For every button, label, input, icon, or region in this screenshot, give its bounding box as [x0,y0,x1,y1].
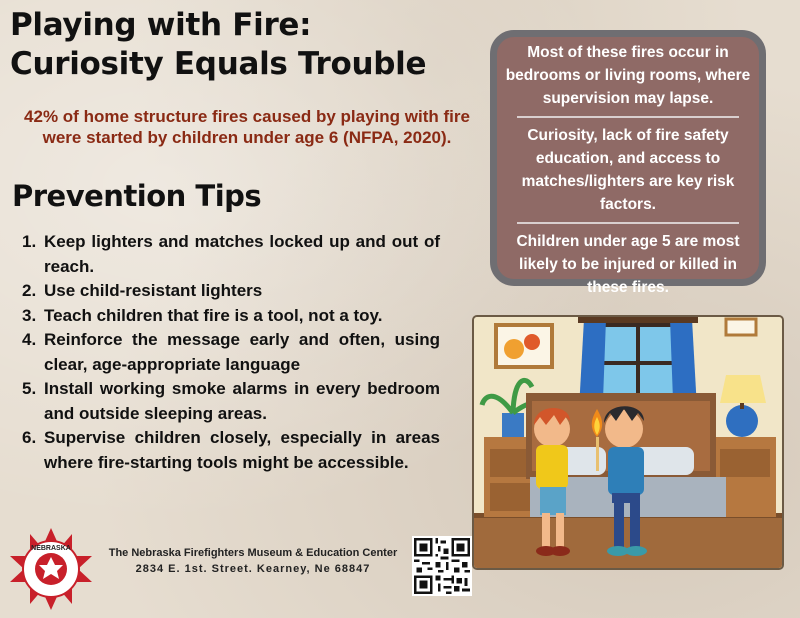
logo-top-text: NEBRASKA [31,545,71,552]
tip-item [22,279,440,304]
title-line-2: Curiosity Equals Trouble [10,46,427,82]
prevention-tips-heading: Prevention Tips [12,179,262,213]
title-line-1: Playing with Fire: [10,7,312,43]
statistic-callout: 42% of home structure fires caused by playing with fire were started by children under age 6 (NFPA, 2020). [24,107,470,147]
museum-logo-icon [8,526,94,612]
tip-number: 6. [22,428,37,447]
tip-text: Install working smoke alarms in every bedroom and outside sleeping areas. [44,379,440,423]
tip-text: Supervise children closely, especially in areas where fire-starting tools might be accessible. [44,428,440,472]
tip-item [22,304,440,329]
fact-text: Most of these fires occur in bedrooms or living rooms, where supervision may lapse. [505,44,751,107]
fact-text: Curiosity, lack of fire safety education, and access to matches/lighters are key risk factors. [521,127,735,213]
tip-number: 5. [22,379,37,398]
tip-item [22,328,440,377]
organization-address: 2834 E. 1st. Street. Kearney, Ne 68847 [135,563,371,575]
tip-number: 1. [22,232,37,251]
qr-code-icon[interactable] [412,536,472,596]
fact-divider [517,116,739,118]
tip-number: 3. [22,305,37,325]
facts-panel [490,30,766,296]
tip-item [22,230,440,279]
tip-text: Reinforce the message early and often, using clear, age-appropriate language [44,330,440,374]
tip-item [22,377,440,426]
page-title [10,6,426,84]
tip-text: Teach children that fire is a tool, not a toy. [44,305,383,325]
prevention-tips-list [22,230,440,475]
organization-name: The Nebraska Firefighters Museum & Education Center [108,547,398,559]
tip-number: 4. [22,330,37,349]
tip-item [22,426,440,475]
tip-text: Keep lighters and matches locked up and out of reach. [44,232,440,276]
organization-info [100,545,406,577]
tip-text: Use child-resistant lighters [44,281,263,300]
children-playing-with-fire-illustration [472,315,784,570]
fact-text: Children under age 5 are most likely to be injured or killed in these fires. [516,233,740,296]
tip-number: 2. [22,281,37,300]
fact-divider [517,222,739,224]
